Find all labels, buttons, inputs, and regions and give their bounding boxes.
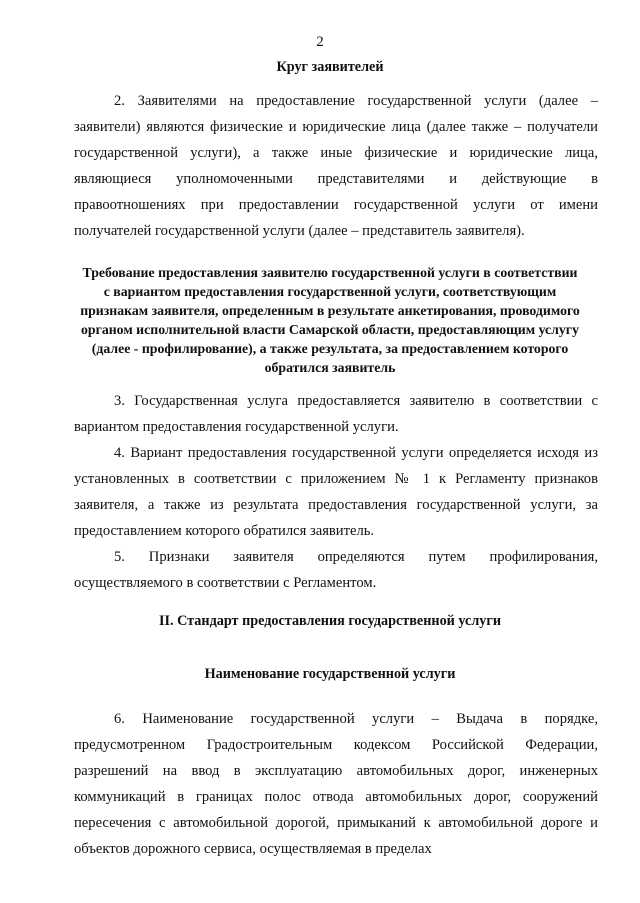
paragraph-4: 4. Вариант предоставления государственной услуги определяется исходя из установленных в соответствии с приложением № 1 к Регламенту признаков заявителя, а также из результата предоставления государственной услуги, за предоставлением которого обратился заявитель. <box>74 445 598 539</box>
paragraph-2: 2. Заявителями на предоставление государственной услуги (далее – заявители) являются физические и юридические лица (далее также – получатели государственной услуги), а также иные физические и юридические лица, являющиеся уполномоченными представителями и действующие в правоотношениях при предоставлении государственной услуги от имени получателей государственной услуги (далее – представитель заявителя). <box>74 93 598 239</box>
heading-standard: II. Стандарт предоставления государственной услуги <box>158 613 502 629</box>
heading-variant-requirement: Требование предоставления заявителю государственной услуги в соответствии с вариантом предоставления государственной услуги, соответствующим признакам заявителя, определенным в результате анкетирования, проводимого органом исполнительной власти Самарской области, предоставляющим услугу (далее - профилирование), а также результата, за предоставлением которого обратился заявитель <box>80 265 580 375</box>
paragraph-3: 3. Государственная услуга предоставляется заявителю в соответствии с вариантом предоставления государственной услуги. <box>74 393 598 435</box>
paragraph-5: 5. Признаки заявителя определяются путем профилирования, осуществляемого в соответствии с Регламентом. <box>74 549 598 591</box>
heading-applicants: Круг заявителей <box>276 59 384 75</box>
paragraph-6: 6. Наименование государственной услуги – Выдача в порядке, предусмотренном Градостроительным кодексом Российской Федерации, разрешений на ввод в эксплуатацию автомобильных дорог, инженерных коммуникаций в границах полос отвода автомобильных дорог, сооружений пересечения с автомобильной дорогой, примыканий к автомобильной дороге и объектов дорожного сервиса, осуществляемая в пределах <box>74 711 598 857</box>
page-number: 2 <box>316 34 324 50</box>
heading-service-name: Наименование государственной услуги <box>204 666 456 682</box>
